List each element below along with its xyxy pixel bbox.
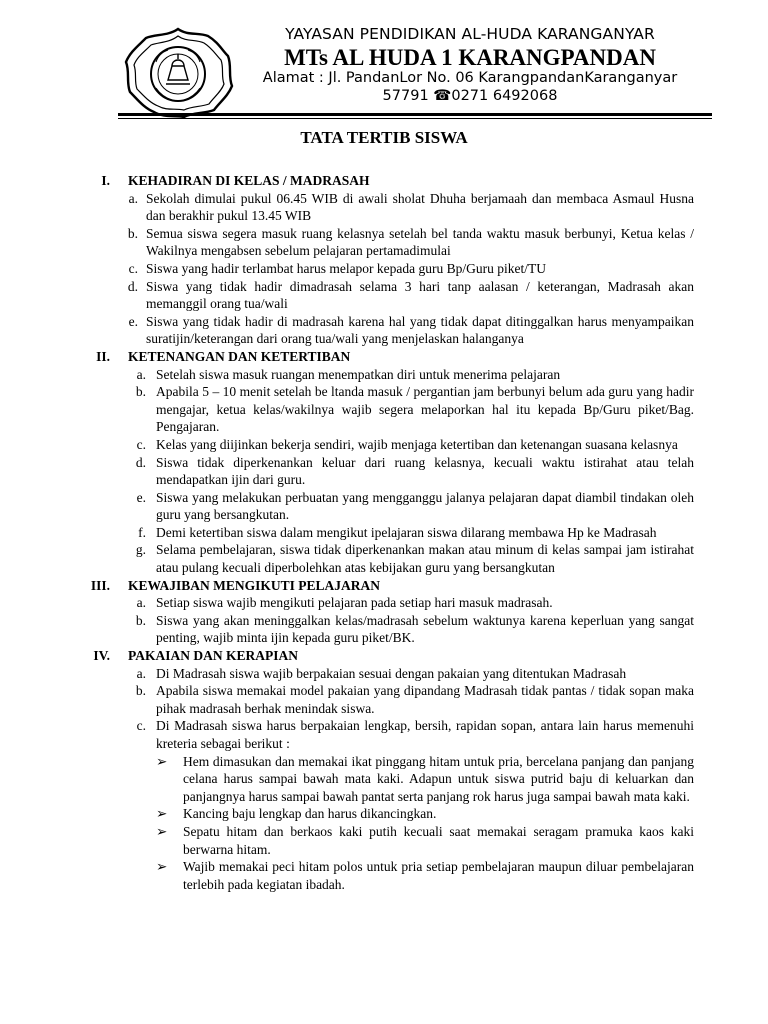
list-item <box>0 612 768 647</box>
item-text: Apabila 5 – 10 menit setelah be ltanda masuk / pergantian jam berbunyi belum ada guru yang hadir mengajar, ketua kelas/wakilnya wajib segera melaporkan hal itu kepada Bp/Guru piket/Bag. Pengajaran. <box>156 384 694 435</box>
item-label: e. <box>128 313 138 329</box>
item-text: Siswa tidak diperkenankan keluar dari ruang kelasnya, kecuali waktu istirahat atau telah mendapatkan ijin dari guru. <box>156 454 694 488</box>
list-item <box>0 366 768 384</box>
item-label: a. <box>128 190 138 206</box>
item-text: Kelas yang diijinkan bekerja sendiri, wajib menjaga ketertiban dan ketenangan suasana kelasnya <box>156 436 678 452</box>
foundation-name: YAYASAN PENDIDIKAN AL-HUDA KARANGANYAR <box>285 25 655 43</box>
bullet-item <box>0 823 768 858</box>
bullet-text: Kancing baju lengkap dan harus dikancingkan. <box>183 806 437 822</box>
item-text: Siswa yang tidak hadir di madrasah karena hal yang tidak dapat ditinggalkan harus menyampaikan suratijin/keterangan dari orang tua/wali yang menjelaskan halanganya <box>146 313 694 347</box>
address-line-1: Alamat : Jl. PandanLor No. 06 KarangpandanKaranganyar <box>262 70 678 86</box>
item-text: Setiap siswa wajib mengikuti pelajaran pada setiap hari masuk madrasah. <box>156 595 553 611</box>
item-text: Setelah siswa masuk ruangan menempatkan diri untuk menerima pelajaran <box>156 366 561 382</box>
item-text: Selama pembelajaran, siswa tidak diperkenankan makan atau minum di kelas sampai jam istirahat atau pulang kecuali diperbolehkan atas kebijakan guru yang bersangkutan <box>156 542 694 576</box>
item-label: a. <box>136 366 146 382</box>
item-label: a. <box>136 595 146 611</box>
section-heading <box>0 577 768 595</box>
item-text: Siswa yang hadir terlambat harus melapor kepada guru Bp/Guru piket/TU <box>146 260 547 276</box>
header-rule-thick <box>118 113 712 116</box>
item-text: Apabila siswa memakai model pakaian yang dipandang Madrasah tidak pantas / tidak sopan maka pihak madrasah berhak menindak siswa. <box>156 683 694 716</box>
item-label: d. <box>127 278 138 294</box>
list-item <box>0 682 768 717</box>
item-text: Siswa yang tidak hadir dimadrasah selama 3 hari tanp aalasan / keterangan, Madrasah akan memanggil orang tua/wali <box>146 278 694 312</box>
bullet-text: Hem dimasukan dan memakai ikat pinggang hitam untuk pria, bercelana panjang dan panjang celana harus sampai bawah mata kaki. Adapun untuk siswa putrid baju di keluarkan dan panjangnya harus sampai bawah pantat serta panjang rok harus juga sampai bawah mata kaki. <box>183 753 694 804</box>
arrow-bullet-icon: ➢ <box>156 859 168 875</box>
item-text: Di Madrasah siswa wajib berpakaian sesuai dengan pakaian yang ditentukan Madrasah <box>156 665 627 681</box>
list-item <box>0 541 768 576</box>
section-title: KEHADIRAN DI KELAS / MADRASAH <box>128 173 370 188</box>
section-pakaian <box>0 647 768 893</box>
list-item <box>0 313 768 348</box>
list-item <box>0 383 768 436</box>
section-kewajiban <box>0 577 768 647</box>
section-number: IV. <box>93 648 110 664</box>
list-item <box>0 454 768 489</box>
section-title: KETENANGAN DAN KETERTIBAN <box>128 348 351 364</box>
section-title: KEWAJIBAN MENGIKUTI PELAJARAN <box>128 577 381 593</box>
list-item <box>0 665 768 683</box>
item-label: f. <box>138 524 146 540</box>
list-item <box>0 260 768 278</box>
item-label: b. <box>135 612 146 628</box>
bullet-text: Sepatu hitam dan berkaos kaki putih kecuali saat memakai seragam pramuka kaos kaki berwarna hitam. <box>183 823 694 857</box>
address-line-2: 57791 ☎0271 6492068 <box>382 88 558 104</box>
item-label: b. <box>135 384 146 400</box>
list-item <box>0 190 768 225</box>
section-heading <box>0 647 768 665</box>
document-title: TATA TERTIB SISWA <box>300 128 468 147</box>
item-label: g. <box>135 542 146 558</box>
section-kehadiran <box>0 172 768 348</box>
list-item <box>0 278 768 313</box>
item-text: Siswa yang akan meninggalkan kelas/madrasah sebelum waktunya karena keperluan yang sangat penting, wajib minta ijin kepada guru piket/BK. <box>156 612 694 646</box>
school-name: MTs AL HUDA 1 KARANGPANDAN <box>284 45 656 70</box>
item-text: Sekolah dimulai pukul 06.45 WIB di awali sholat Dhuha berjamaah dan membaca Asmaul Husna dan berakhir pukul 13.45 WIB <box>146 190 694 224</box>
list-item <box>0 717 768 752</box>
list-item <box>0 225 768 260</box>
section-ketenangan <box>0 348 768 577</box>
section-heading <box>0 172 768 190</box>
document-body <box>0 172 768 893</box>
item-label: c. <box>136 718 146 734</box>
item-label: e. <box>136 489 146 505</box>
list-item <box>0 524 768 542</box>
item-label: d. <box>135 454 146 470</box>
item-text: Siswa yang melakukan perbuatan yang mengganggu jalanya pelajaran dapat diambil tindakan oleh guru yang bersangkutan. <box>156 489 694 523</box>
section-title: PAKAIAN DAN KERAPIAN <box>128 648 298 664</box>
item-label: b. <box>135 683 146 699</box>
school-logo-emblem <box>122 26 234 120</box>
item-text: Di Madrasah siswa harus berpakaian lengkap, bersih, rapidan sopan, antara lain harus memenuhi kreteria sebagai berikut : <box>156 718 694 751</box>
item-text: Demi ketertiban siswa dalam mengikut ipelajaran siswa dilarang membawa Hp ke Madrasah <box>156 524 657 540</box>
section-heading <box>0 348 768 366</box>
bullet-item <box>0 858 768 893</box>
header-rule-thin <box>118 118 712 119</box>
item-label: a. <box>136 665 146 681</box>
arrow-bullet-icon: ➢ <box>156 806 168 822</box>
section-number: I. <box>101 173 110 188</box>
section-number: II. <box>96 348 110 364</box>
list-item <box>0 436 768 454</box>
item-label: c. <box>136 436 146 452</box>
section-number: III. <box>90 577 110 593</box>
arrow-bullet-icon: ➢ <box>156 753 168 769</box>
bullet-text: Wajib memakai peci hitam polos untuk pria setiap pembelajaran maupun diluar pembelajaran terlebih pada kegiatan ibadah. <box>183 859 694 892</box>
item-label: c. <box>128 260 138 276</box>
bullet-item <box>0 805 768 823</box>
item-text: Semua siswa segera masuk ruang kelasnya setelah bel tanda waktu masuk berbunyi, Ketua kelas / Wakilnya mengabsen sebelum pelajaran pertamadimulai <box>146 225 694 259</box>
arrow-bullet-icon: ➢ <box>156 823 168 839</box>
item-label: b. <box>127 225 138 241</box>
list-item <box>0 594 768 612</box>
list-item <box>0 489 768 524</box>
bullet-item <box>0 753 768 806</box>
